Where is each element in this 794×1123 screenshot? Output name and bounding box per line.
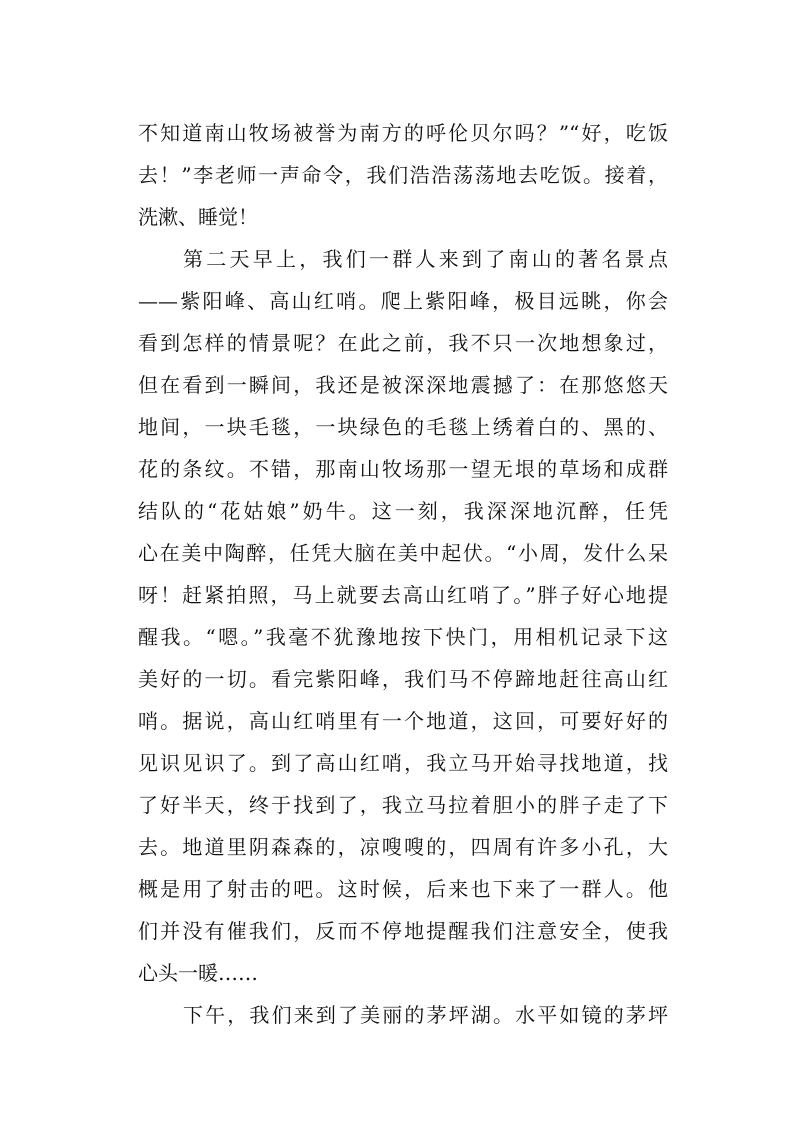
- text-line: 呀！赶紧拍照，马上就要去高山红哨了。”胖子好心地提: [138, 583, 668, 607]
- text-line: 不知道南山牧场被誉为南方的呼伦贝尔吗？”“好，吃饭: [138, 121, 668, 145]
- text-line: 花的条纹。不错，那南山牧场那一望无垠的草场和成群: [138, 457, 668, 481]
- text-line: 结队的“花姑娘”奶牛。这一刻，我深深地沉醉，任凭: [138, 499, 668, 523]
- text-line: 洗漱、睡觉！: [138, 205, 258, 229]
- text-line: 心头一暖……: [138, 961, 258, 985]
- text-line: 见识见识了。到了高山红哨，我立马开始寻找地道，找: [138, 751, 668, 775]
- text-line: 了好半天，终于找到了，我立马拉着胆小的胖子走了下: [138, 793, 668, 817]
- text-line: 去！”李老师一声命令，我们浩浩荡荡地去吃饭。接着，: [138, 163, 668, 187]
- text-line: 们并没有催我们，反而不停地提醒我们注意安全，使我: [138, 919, 668, 943]
- text-line: 地间，一块毛毯，一块绿色的毛毯上绣着白的、黑的、: [138, 415, 668, 439]
- text-line: ——紫阳峰、高山红哨。爬上紫阳峰，极目远眺，你会: [138, 289, 668, 313]
- text-line: 哨。据说，高山红哨里有一个地道，这回，可要好好的: [138, 709, 668, 733]
- text-line: 概是用了射击的吧。这时候，后来也下来了一群人。他: [138, 877, 668, 901]
- text-line: 醒我。“嗯。”我毫不犹豫地按下快门，用相机记录下这: [138, 625, 668, 649]
- text-line: 心在美中陶醉，任凭大脑在美中起伏。“小周，发什么呆: [138, 541, 668, 565]
- text-line: 看到怎样的情景呢？在此之前，我不只一次地想象过，: [138, 331, 668, 355]
- text-line: 第二天早上，我们一群人来到了南山的著名景点: [183, 247, 668, 271]
- text-line: 去。地道里阴森森的，凉嗖嗖的，四周有许多小孔，大: [138, 835, 668, 859]
- text-line: 美好的一切。看完紫阳峰，我们马不停蹄地赶往高山红: [138, 667, 668, 691]
- document-text-block: [138, 112, 668, 1036]
- text-line: 下午，我们来到了美丽的茅坪湖。水平如镜的茅坪: [183, 1003, 668, 1027]
- text-line: 但在看到一瞬间，我还是被深深地震撼了：在那悠悠天: [138, 373, 668, 397]
